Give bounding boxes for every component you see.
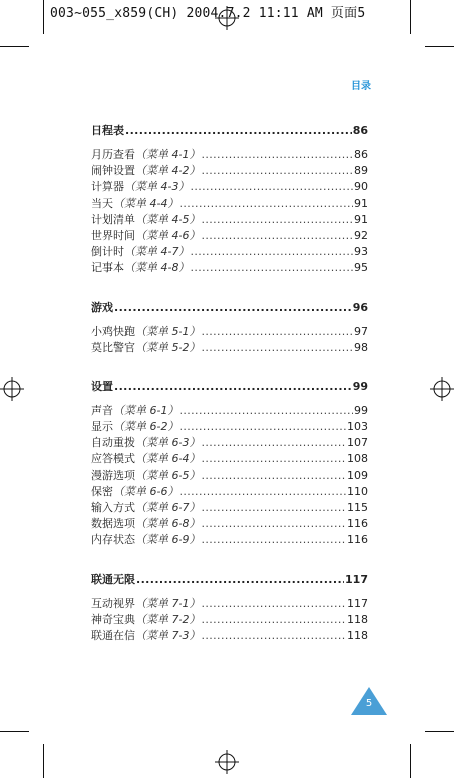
- crop-mark-bottom-left-h: [0, 731, 29, 732]
- entry-page: 116: [347, 533, 368, 547]
- section-title: 游戏: [91, 300, 113, 314]
- toc-section-games: [91, 300, 368, 356]
- entry-page: 117: [347, 596, 368, 610]
- toc-entry[interactable]: [91, 196, 368, 212]
- entry-page: 118: [347, 628, 368, 642]
- dot-leader: [125, 123, 352, 139]
- toc-entry[interactable]: [91, 435, 368, 451]
- dot-leader: [190, 179, 353, 195]
- toc-entry[interactable]: [91, 147, 368, 163]
- entry-page: 103: [347, 420, 368, 434]
- registration-mark-bottom: [215, 750, 239, 774]
- entry-page: 95: [354, 261, 368, 275]
- dot-leader: [179, 403, 353, 419]
- entry-menu-ref: （菜单 4-6）: [135, 228, 201, 242]
- entry-name: 显示: [91, 420, 113, 434]
- dot-leader: [201, 451, 346, 467]
- entry-name: 应答模式: [91, 452, 135, 466]
- section-title: 联通无限: [91, 572, 135, 586]
- entry-menu-ref: （菜单 6-7）: [135, 501, 201, 514]
- page-number: 5: [365, 698, 373, 709]
- entry-page: 99: [354, 403, 368, 417]
- entry-name: 联通在信: [91, 628, 135, 642]
- entry-menu-ref: （菜单 4-4）: [113, 196, 179, 210]
- toc-entry[interactable]: [91, 403, 368, 419]
- entry-name: 互动视界: [91, 596, 135, 610]
- entry-menu-ref: （菜单 4-8）: [124, 261, 190, 275]
- entry-name: 记事本: [91, 261, 124, 275]
- dot-leader: [201, 228, 353, 244]
- registration-mark-top: [215, 6, 239, 30]
- entry-page: 97: [354, 324, 368, 338]
- toc-entry[interactable]: [91, 324, 368, 340]
- dot-leader: [136, 572, 344, 588]
- dot-leader: [201, 532, 346, 548]
- toc-section-calendar: [91, 123, 368, 277]
- dot-leader: [114, 379, 352, 395]
- toc-entry[interactable]: [91, 628, 368, 644]
- toc-entry[interactable]: [91, 244, 368, 260]
- entry-menu-ref: （菜单 4-1）: [135, 148, 201, 161]
- entry-page: 110: [347, 484, 368, 498]
- crop-mark-top-left-v: [43, 0, 44, 34]
- toc-entry[interactable]: [91, 468, 368, 484]
- entry-name: 内存状态: [91, 533, 135, 547]
- registration-mark-right: [430, 377, 454, 401]
- dot-leader: [179, 196, 353, 212]
- entry-name: 莫比警官: [91, 340, 135, 354]
- dot-leader: [201, 147, 353, 163]
- entry-page: 92: [354, 228, 368, 242]
- entry-page: 98: [354, 340, 368, 354]
- section-page: 99: [352, 379, 368, 393]
- dot-leader: [201, 516, 346, 532]
- toc-entry[interactable]: [91, 228, 368, 244]
- entry-name: 倒计时: [91, 245, 124, 259]
- entry-page: 107: [347, 436, 368, 450]
- entry-menu-ref: （菜单 6-8）: [135, 517, 201, 531]
- entry-page: 115: [347, 501, 368, 514]
- toc-entry[interactable]: [91, 260, 368, 276]
- registration-mark-left: [0, 377, 24, 401]
- entry-page: 108: [347, 452, 368, 466]
- entry-menu-ref: （菜单 4-5）: [135, 212, 201, 226]
- dot-leader: [201, 163, 353, 179]
- dot-leader: [179, 419, 346, 435]
- toc-entry[interactable]: [91, 500, 368, 516]
- dot-leader: [179, 484, 346, 500]
- entry-menu-ref: （菜单 4-2）: [135, 164, 201, 178]
- crop-mark-top-left-h: [0, 46, 29, 47]
- entry-page: 109: [347, 468, 368, 482]
- toc-section-heading[interactable]: [91, 379, 368, 397]
- entry-menu-ref: （菜单 7-3）: [135, 628, 201, 642]
- entry-page: 86: [354, 148, 368, 161]
- section-title: 日程表: [91, 124, 124, 137]
- entry-name: 世界时间: [91, 228, 135, 242]
- entry-menu-ref: （菜单 4-7）: [124, 245, 190, 259]
- dot-leader: [190, 244, 353, 260]
- entry-menu-ref: （菜单 6-4）: [135, 452, 201, 466]
- section-page: 86: [352, 124, 368, 137]
- dot-leader: [201, 435, 346, 451]
- entry-menu-ref: （菜单 7-2）: [135, 612, 201, 626]
- entry-menu-ref: （菜单 7-1）: [135, 596, 201, 610]
- toc-section-unicom: [91, 572, 368, 645]
- toc-section-heading[interactable]: [91, 572, 368, 590]
- dot-leader: [114, 300, 352, 316]
- entry-name: 漫游选项: [91, 468, 135, 482]
- crop-mark-top-right-h: [425, 46, 454, 47]
- entry-name: 计划清单: [91, 212, 135, 226]
- entry-page: 91: [354, 212, 368, 226]
- entry-menu-ref: （菜单 6-5）: [135, 468, 201, 482]
- entry-name: 保密: [91, 484, 113, 498]
- dot-leader: [201, 468, 346, 484]
- dot-leader: [201, 500, 346, 516]
- toc-entry[interactable]: [91, 179, 368, 195]
- entry-name: 神奇宝典: [91, 612, 135, 626]
- toc-entry[interactable]: [91, 596, 368, 612]
- entry-menu-ref: （菜单 6-9）: [135, 533, 201, 547]
- entry-name: 输入方式: [91, 501, 135, 514]
- page-number-badge: [350, 686, 388, 716]
- section-page: 96: [352, 300, 368, 314]
- entry-menu-ref: （菜单 6-6）: [113, 484, 179, 498]
- entry-menu-ref: （菜单 5-2）: [135, 340, 201, 354]
- entry-name: 自动重拨: [91, 436, 135, 450]
- entry-page: 89: [354, 164, 368, 178]
- toc-entry[interactable]: [91, 163, 368, 179]
- entry-menu-ref: （菜单 6-1）: [113, 403, 179, 417]
- crop-mark-bottom-right-h: [425, 731, 454, 732]
- section-title: 设置: [91, 379, 113, 393]
- toc-section-heading[interactable]: [91, 300, 368, 318]
- toc-entry[interactable]: [91, 532, 368, 548]
- crop-mark-bottom-right-v: [410, 744, 411, 778]
- crop-mark-top-right-v: [410, 0, 411, 34]
- entry-menu-ref: （菜单 4-3）: [124, 180, 190, 194]
- entry-name: 计算器: [91, 180, 124, 194]
- entry-name: 声音: [91, 403, 113, 417]
- toc-entry[interactable]: [91, 516, 368, 532]
- print-header-stamp: 003~055_x859(CH) 2004.7.2 11:11 AM 页面5: [50, 6, 366, 21]
- toc-entry[interactable]: [91, 212, 368, 228]
- dot-leader: [201, 612, 346, 628]
- entry-name: 当天: [91, 196, 113, 210]
- entry-page: 91: [354, 196, 368, 210]
- dot-leader: [201, 324, 353, 340]
- entry-page: 116: [347, 517, 368, 531]
- toc-entry[interactable]: [91, 612, 368, 628]
- entry-page: 93: [354, 245, 368, 259]
- crop-mark-bottom-left-v: [43, 744, 44, 778]
- entry-page: 118: [347, 612, 368, 626]
- entry-menu-ref: （菜单 6-2）: [113, 420, 179, 434]
- dot-leader: [201, 596, 346, 612]
- entry-name: 闹钟设置: [91, 164, 135, 178]
- section-page: 117: [345, 572, 368, 586]
- entry-menu-ref: （菜单 5-1）: [135, 324, 201, 338]
- entry-name: 月历查看: [91, 148, 135, 161]
- entry-menu-ref: （菜单 6-3）: [135, 436, 201, 450]
- toc-section-heading[interactable]: [91, 123, 368, 141]
- dot-leader: [201, 212, 353, 228]
- entry-name: 小鸡快跑: [91, 324, 135, 338]
- toc-entry[interactable]: [91, 451, 368, 467]
- section-label: 目录: [351, 81, 371, 92]
- toc-entry[interactable]: [91, 340, 368, 356]
- dot-leader: [201, 340, 353, 356]
- table-of-contents: [91, 123, 368, 667]
- toc-entry[interactable]: [91, 419, 368, 435]
- toc-section-settings: [91, 379, 368, 549]
- dot-leader: [201, 628, 346, 644]
- toc-entry[interactable]: [91, 484, 368, 500]
- dot-leader: [190, 260, 353, 276]
- entry-page: 90: [354, 180, 368, 194]
- entry-name: 数据选项: [91, 517, 135, 531]
